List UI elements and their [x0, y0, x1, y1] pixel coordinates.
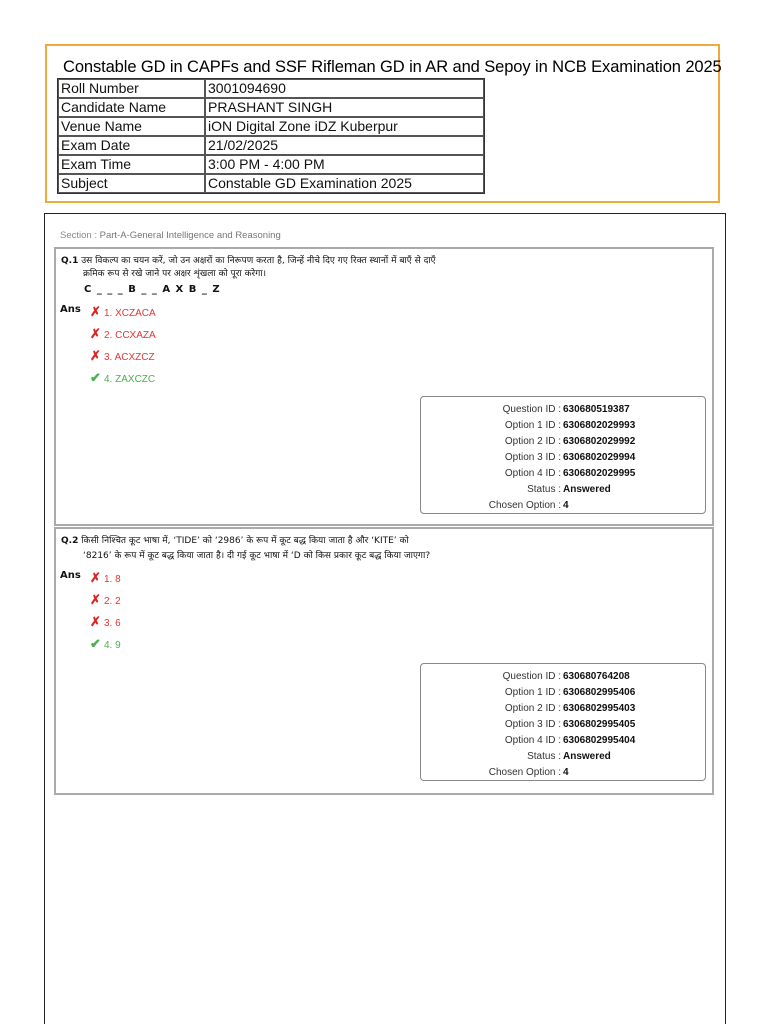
- cross-icon: ✗: [90, 348, 101, 363]
- option-text: 3. ACXZCZ: [104, 352, 155, 363]
- cross-icon: ✗: [90, 570, 101, 585]
- cross-icon: ✗: [90, 614, 101, 629]
- table-row: [58, 174, 484, 193]
- question-number: Q.2: [61, 536, 79, 546]
- question-line: उस विकल्प का चयन करें, जो उन अक्षरों का निरूपण करता है, जिन्हें नीचे दिए गए रिक्त स्थानों में बाएँ से दाएँ: [81, 256, 436, 266]
- question-text-line-2: ‘8216’ के रूप में कूट बद्ध किया जाता है। दी गई कूट भाषा में ‘D को किस प्रकार कूट बद्ध किया जाएगा?: [83, 551, 431, 561]
- meta-label: Option 2 ID :: [504, 703, 561, 714]
- question-text-line-1: [61, 535, 409, 547]
- question-id-value: 630680764208: [563, 671, 630, 682]
- cross-icon: ✗: [90, 326, 101, 341]
- info-label: Roll Number: [58, 79, 205, 98]
- info-value: PRASHANT SINGH: [205, 98, 484, 117]
- candidate-info-table: [57, 78, 485, 194]
- status-value: Answered: [563, 484, 611, 495]
- question-meta-box: [420, 396, 706, 514]
- info-value: 3001094690: [205, 79, 484, 98]
- meta-label: Option 2 ID :: [504, 436, 561, 447]
- option-text: 2. 2: [104, 596, 121, 607]
- info-value: Constable GD Examination 2025: [205, 174, 484, 193]
- exam-header-box: [45, 44, 720, 203]
- option1-id-value: 6306802995406: [563, 687, 636, 698]
- meta-label: Question ID :: [502, 671, 561, 682]
- option4-id-value: 6306802995404: [563, 735, 636, 746]
- question-number: Q.1: [61, 256, 79, 266]
- table-row: [58, 98, 484, 117]
- table-row: [58, 117, 484, 136]
- cross-icon: ✗: [90, 592, 101, 607]
- info-value: iON Digital Zone iDZ Kuberpur: [205, 117, 484, 136]
- option-text: 3. 6: [104, 618, 121, 629]
- info-label: Venue Name: [58, 117, 205, 136]
- option1-id-value: 6306802029993: [563, 420, 636, 431]
- option2-id-value: 6306802029992: [563, 436, 636, 447]
- meta-label: Question ID :: [502, 404, 561, 415]
- meta-label: Option 3 ID :: [504, 719, 561, 730]
- question-meta-box: [420, 663, 706, 781]
- question-card-1: [54, 247, 714, 526]
- option-text: 1. 8: [104, 574, 121, 585]
- option-text: 4. ZAXCZC: [104, 374, 156, 385]
- check-icon: ✔: [90, 370, 101, 385]
- info-label: Exam Time: [58, 155, 205, 174]
- table-row: [58, 136, 484, 155]
- option-1: [90, 304, 156, 320]
- option4-id-value: 6306802029995: [563, 468, 636, 479]
- check-icon: ✔: [90, 636, 101, 651]
- info-value: 3:00 PM - 4:00 PM: [205, 155, 484, 174]
- question-card-2: [54, 527, 714, 795]
- option-text: 1. XCZACA: [104, 308, 156, 319]
- info-label: Exam Date: [58, 136, 205, 155]
- chosen-option-value: 4: [563, 500, 569, 511]
- meta-label: Option 1 ID :: [504, 687, 561, 698]
- meta-label: Option 4 ID :: [504, 735, 561, 746]
- option-text: 4. 9: [104, 640, 121, 651]
- status-value: Answered: [563, 751, 611, 762]
- question-line: किसी निश्चित कूट भाषा में, ‘TIDE’ को ‘2986’ के रूप में कूट बद्ध किया जाता है और ‘KITE’ को: [81, 536, 409, 546]
- meta-label: Status :: [527, 484, 561, 495]
- option-text: 2. CCXAZA: [104, 330, 156, 341]
- meta-label: Status :: [527, 751, 561, 762]
- chosen-option-value: 4: [563, 767, 569, 778]
- option2-id-value: 6306802995403: [563, 703, 636, 714]
- question-id-value: 630680519387: [563, 404, 630, 415]
- section-name: Part-A-General Intelligence and Reasoning: [99, 230, 281, 241]
- option-3: [90, 348, 155, 364]
- option3-id-value: 6306802029994: [563, 452, 636, 463]
- option-4: [90, 370, 155, 386]
- info-value: 21/02/2025: [205, 136, 484, 155]
- meta-label: Option 1 ID :: [504, 420, 561, 431]
- option-2: [90, 592, 121, 608]
- option-3: [90, 614, 121, 630]
- meta-label: Chosen Option :: [488, 767, 561, 778]
- option-1: [90, 570, 121, 586]
- info-label: Candidate Name: [58, 98, 205, 117]
- section-prefix: Section :: [60, 230, 100, 241]
- meta-label: Option 3 ID :: [504, 452, 561, 463]
- table-row: [58, 79, 484, 98]
- meta-label: Chosen Option :: [488, 500, 561, 511]
- exam-title: Constable GD in CAPFs and SSF Rifleman GD in AR and Sepoy in NCB Examination 2025: [63, 58, 722, 76]
- option-4: [90, 636, 121, 652]
- meta-label: Option 4 ID :: [504, 468, 561, 479]
- info-label: Subject: [58, 174, 205, 193]
- table-row: [58, 155, 484, 174]
- question-text-line-2: क्रमिक रूप से रखे जाने पर अक्षर शृंखला को पूरा करेगा।: [83, 269, 267, 279]
- cross-icon: ✗: [90, 304, 101, 319]
- section-heading: [60, 230, 281, 241]
- option-2: [90, 326, 156, 342]
- question-text-line-1: [61, 255, 436, 267]
- ans-label: Ans: [60, 304, 81, 315]
- letter-sequence: C _ _ _ B _ _ A X B _ Z: [84, 284, 221, 295]
- option3-id-value: 6306802995405: [563, 719, 636, 730]
- ans-label: Ans: [60, 570, 81, 581]
